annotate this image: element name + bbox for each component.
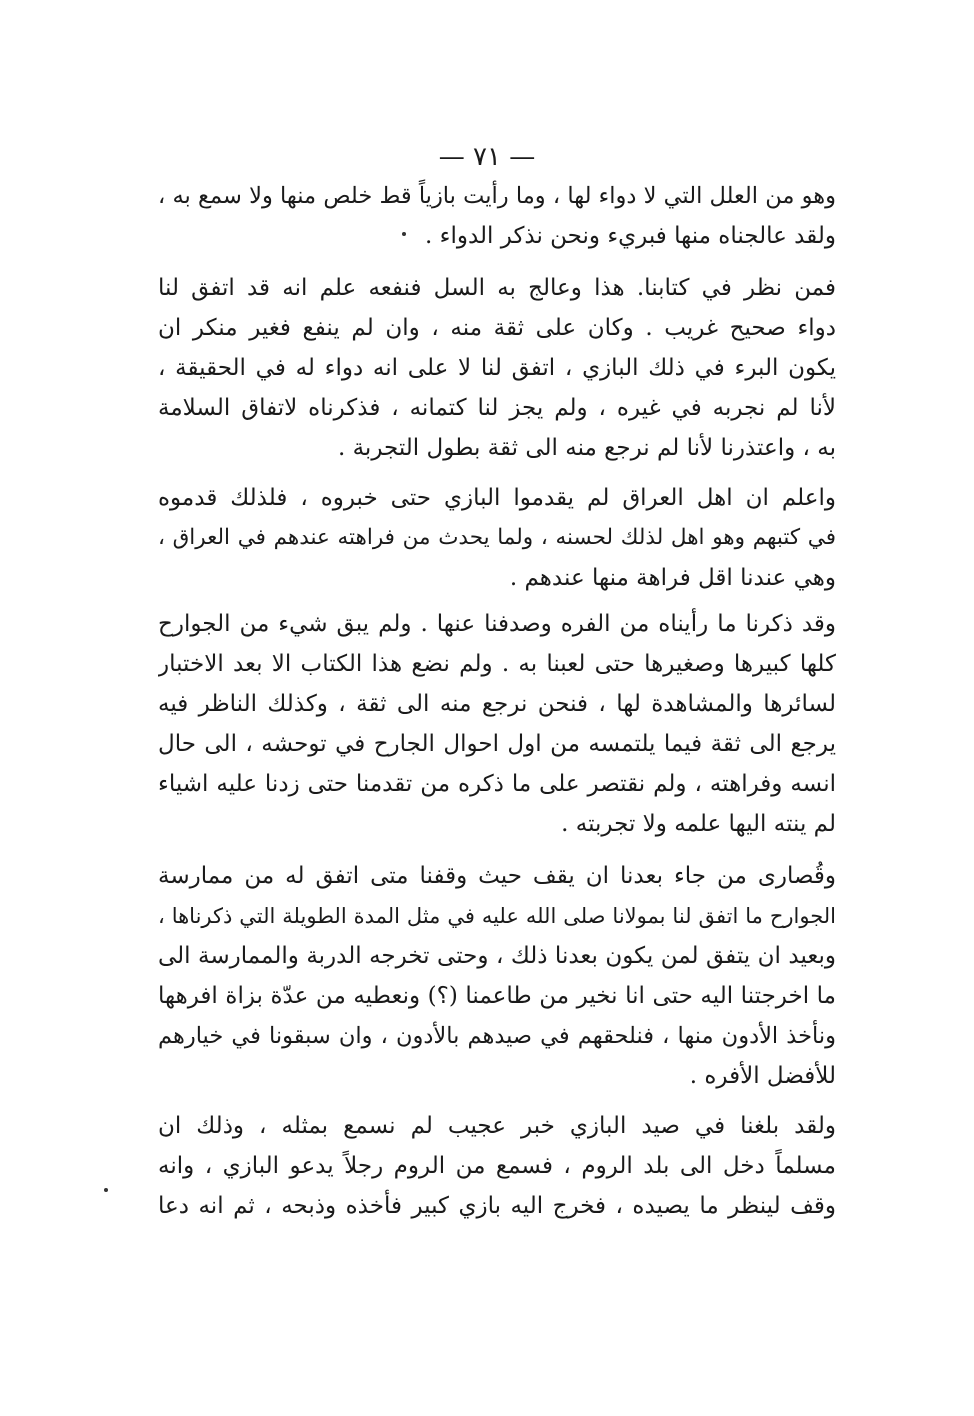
paragraph-5 xyxy=(158,856,836,1096)
paragraph-3 xyxy=(158,478,836,598)
text-line: وقُصارى من جاء بعدنا ان يقف حيث وقفنا متى اتفق له من ممارسة xyxy=(158,863,836,889)
text-line: لم ينته اليها علمه ولا تجربته . xyxy=(561,811,836,837)
ink-speck xyxy=(104,1188,108,1192)
text-line: انسه وفراهته ، ولم نقتصر على ما ذكره من تقدمنا حتى زدنا عليه اشياء xyxy=(158,771,836,797)
text-line: وهي عندنا اقل فراهة منها عندهم . xyxy=(509,565,836,591)
text-line: في كتبهم وهو اهل لذلك لحسنه ، ولما يحدث من فراهته عندهم في العراق ، xyxy=(158,525,836,550)
text-line: للأفضل الأفره . xyxy=(689,1063,836,1089)
paragraph-4 xyxy=(158,604,836,844)
text-line: ونأخذ الأدون منها ، فنلحقهم في صيدهم بالأدون ، وان سبقونا في خيارهم xyxy=(158,1023,836,1049)
text-line: ولقد بلغنا في صيد البازي خبر عجيب لم نسمع بمثله ، وذلك ان xyxy=(158,1113,836,1139)
paragraph-1 xyxy=(158,176,836,256)
text-line: الجوارح ما اتفق لنا بمولانا صلى الله عليه في مثل المدة الطويلة التي ذكرناها ، xyxy=(158,904,836,928)
text-line: مسلماً دخل الى بلد الروم ، فسمع من الروم رجلاً يدعو البازي ، وانه xyxy=(158,1153,836,1179)
text-line: يرجع الى ثقة فيما يلتمسه من اول احوال الجارح في توحشه ، الى حال xyxy=(158,731,836,757)
text-line: وهو من العلل التي لا دواء لها ، وما رأيت بازياً قط خلص منها ولا سمع به ، xyxy=(158,183,836,209)
text-line: به ، واعتذرنا لأنا لم نرجع منه الى ثقة بطول التجربة . xyxy=(337,435,836,461)
paragraph-6 xyxy=(158,1106,836,1226)
text-line: وبعيد ان يتفق لمن يكون بعدنا ذلك ، وحتى تخرجه الدربة والممارسة الى xyxy=(158,943,836,969)
page-number: — ٧١ — xyxy=(438,142,536,172)
ink-speck xyxy=(402,232,406,236)
text-line: كلها كبيرها وصغيرها حتى لعبنا به . ولم نضع هذا الكتاب الا بعد الاختبار xyxy=(158,651,836,677)
text-line: دواء صحيح غريب . وكان على ثقة منه ، وان لم ينفع فغير منكر ان xyxy=(158,315,836,341)
text-line: وقد ذكرنا ما رأيناه من الفره وصدفنا عنها . ولم يبق شيء من الجوارح xyxy=(158,611,836,637)
text-line: يكون البرء في ذلك البازي ، اتفق لنا لا على انه دواء له في الحقيقة ، xyxy=(158,355,836,381)
paragraph-2 xyxy=(158,268,836,468)
text-line: ما اخرجتنا اليه حتى انا نخير من طاعمنا (؟) ونعطيه من عدّة بزاة افرهها xyxy=(158,983,836,1009)
text-line: فمن نظر في كتابنا. هذا وعالج به السل فنفعه علم انه قد اتفق لنا xyxy=(158,275,836,301)
text-line: لأنا لم نجربه في غيره ، ولم يجز لنا كتمانه ، فذكرناه لاتفاق السلامة xyxy=(158,395,836,421)
text-line: لسائرها والمشاهدة لها ، فنحن نرجع منه الى ثقة ، وكذلك الناظر فيه xyxy=(158,691,836,717)
text-line: واعلم ان اهل العراق لم يقدموا البازي حتى خبروه ، فلذلك قدموه xyxy=(158,485,836,511)
text-line: ولقد عالجناه منها فبريء ونحن نذكر الدواء . xyxy=(425,223,836,249)
text-line: وقف لينظر ما يصيده ، فخرج اليه بازي كبير فأخذه وذبحه ، ثم انه دعا xyxy=(158,1193,836,1219)
